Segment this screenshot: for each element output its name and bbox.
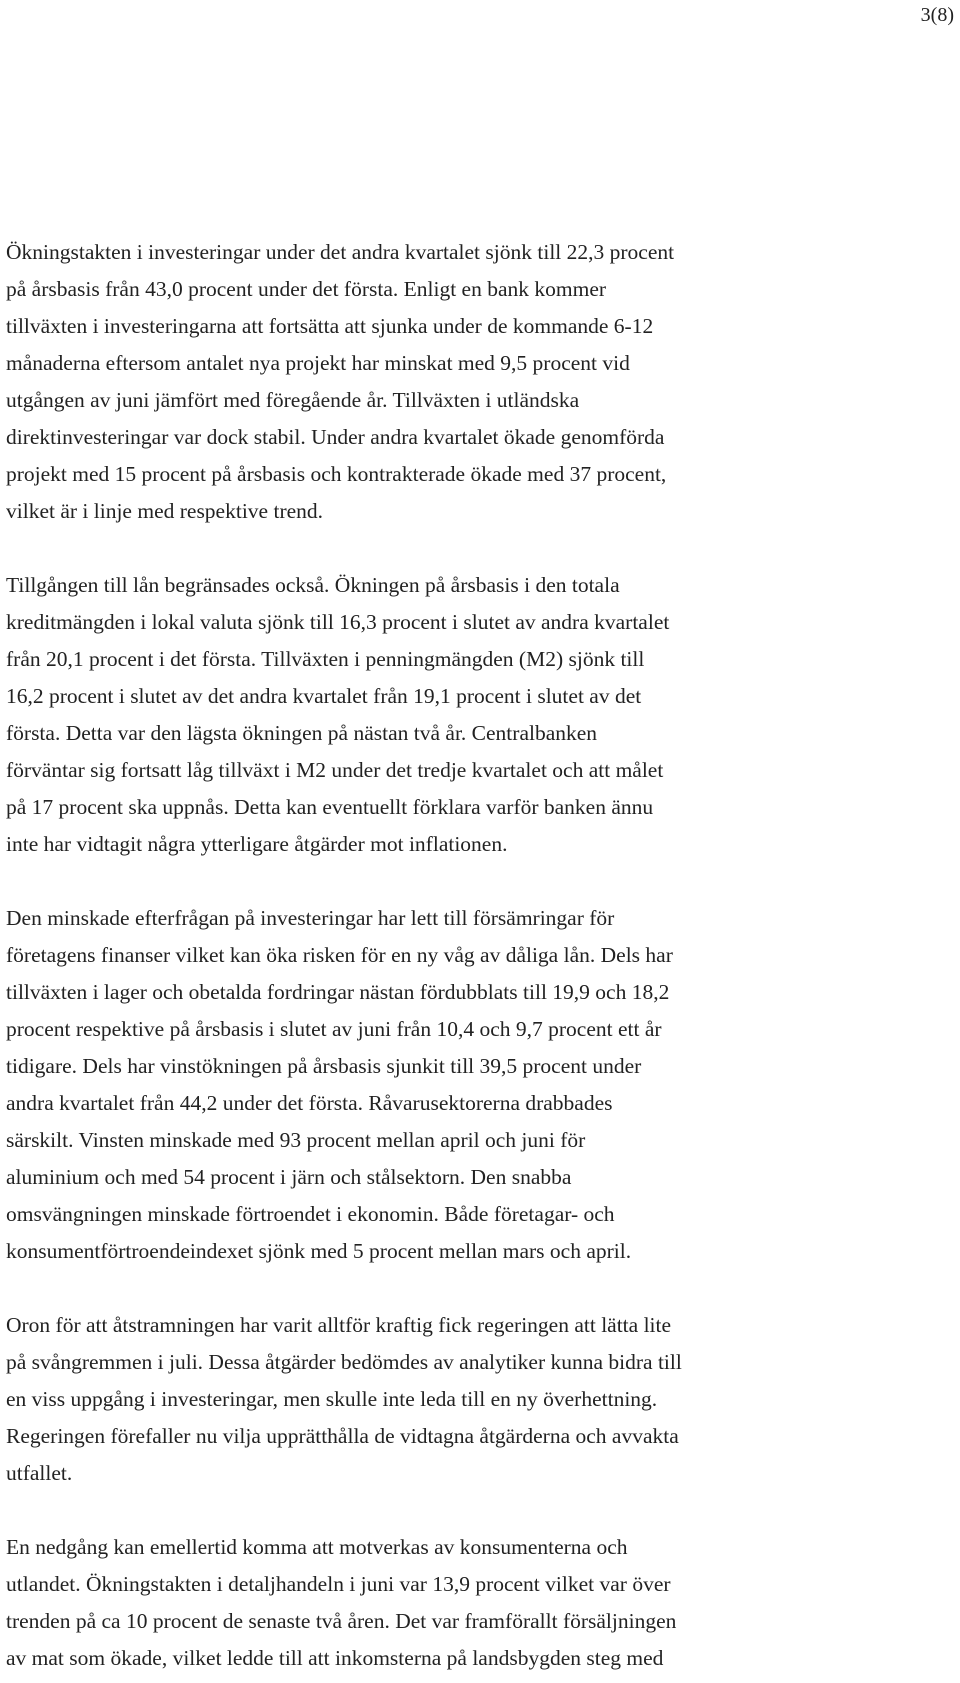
paragraph-investment-growth: Ökningstakten i investeringar under det andra kvartalet sjönk till 22,3 procent på årsbasis från 43,0 procent under det första. Enligt en bank kommer tillväxten i investeringarna att fortsätta att sjunka under de kommande 6-12 månaderna eftersom antalet nya projekt har minskat med 9,5 procent vid utgången av juni jämfört med föregående år. Tillväxten i utländska direktinvesteringar var dock stabil. Under andra kvartalet ökade genomförda projekt med 15 procent på årsbasis och kontrakterade ökade med 37 procent, vilket är i linje med respektive trend. bbox=[6, 240, 675, 523]
document-body bbox=[6, 20, 936, 1677]
page-number: 3(8) bbox=[920, 4, 954, 26]
paragraph-consumer-outlook: En nedgång kan emellertid komma att motverkas av konsumenterna och utlandet. Ökningstakten i detaljhandeln i juni var 13,9 procent vilket var över trenden på ca 10 procent de senaste två åren. Det var framförallt försäljningen av mat som ökade, vilket ledde till att inkomsterna på landsbygden steg med bbox=[6, 1535, 677, 1670]
paragraph-corporate-finances: Den minskade efterfrågan på investeringar har lett till försämringar för företagens finanser vilket kan öka risken för en ny våg av dåliga lån. Dels har tillväxten i lager och obetalda fordringar nästan fördubblats till 19,9 och 18,2 procent respektive på årsbasis i slutet av juni från 10,4 och 9,7 procent ett år tidigare. Dels har vinstökningen på årsbasis sjunkit till 39,5 procent under andra kvartalet från 44,2 under det första. Råvarusektorerna drabbades särskilt. Vinsten minskade med 93 procent mellan april och juni för aluminium och med 54 procent i järn och stålsektorn. Den snabba omsvängningen minskade förtroendet i ekonomin. Både företagar- och konsumentförtroendeindexet sjönk med 5 procent mellan mars och april. bbox=[6, 906, 673, 1263]
paragraph-government-measures: Oron för att åtstramningen har varit alltför kraftig fick regeringen att lätta lite på svångremmen i juli. Dessa åtgärder bedömdes av analytiker kunna bidra till en viss uppgång i investeringar, men skulle inte leda till en ny överhettning. Regeringen förefaller nu vilja upprätthålla de vidtagna åtgärderna och avvakta utfallet. bbox=[6, 1313, 682, 1485]
paragraph-credit-access: Tillgången till lån begränsades också. Ökningen på årsbasis i den totala kreditmängden i lokal valuta sjönk till 16,3 procent i slutet av andra kvartalet från 20,1 procent i det första. Tillväxten i penningmängden (M2) sjönk till 16,2 procent i slutet av det andra kvartalet från 19,1 procent i slutet av det första. Detta var den lägsta ökningen på nästan två år. Centralbanken förväntar sig fortsatt låg tillväxt i M2 under det tredje kvartalet och att målet på 17 procent ska uppnås. Detta kan eventuellt förklara varför banken ännu inte har vidtagit några ytterligare åtgärder mot inflationen. bbox=[6, 573, 670, 856]
